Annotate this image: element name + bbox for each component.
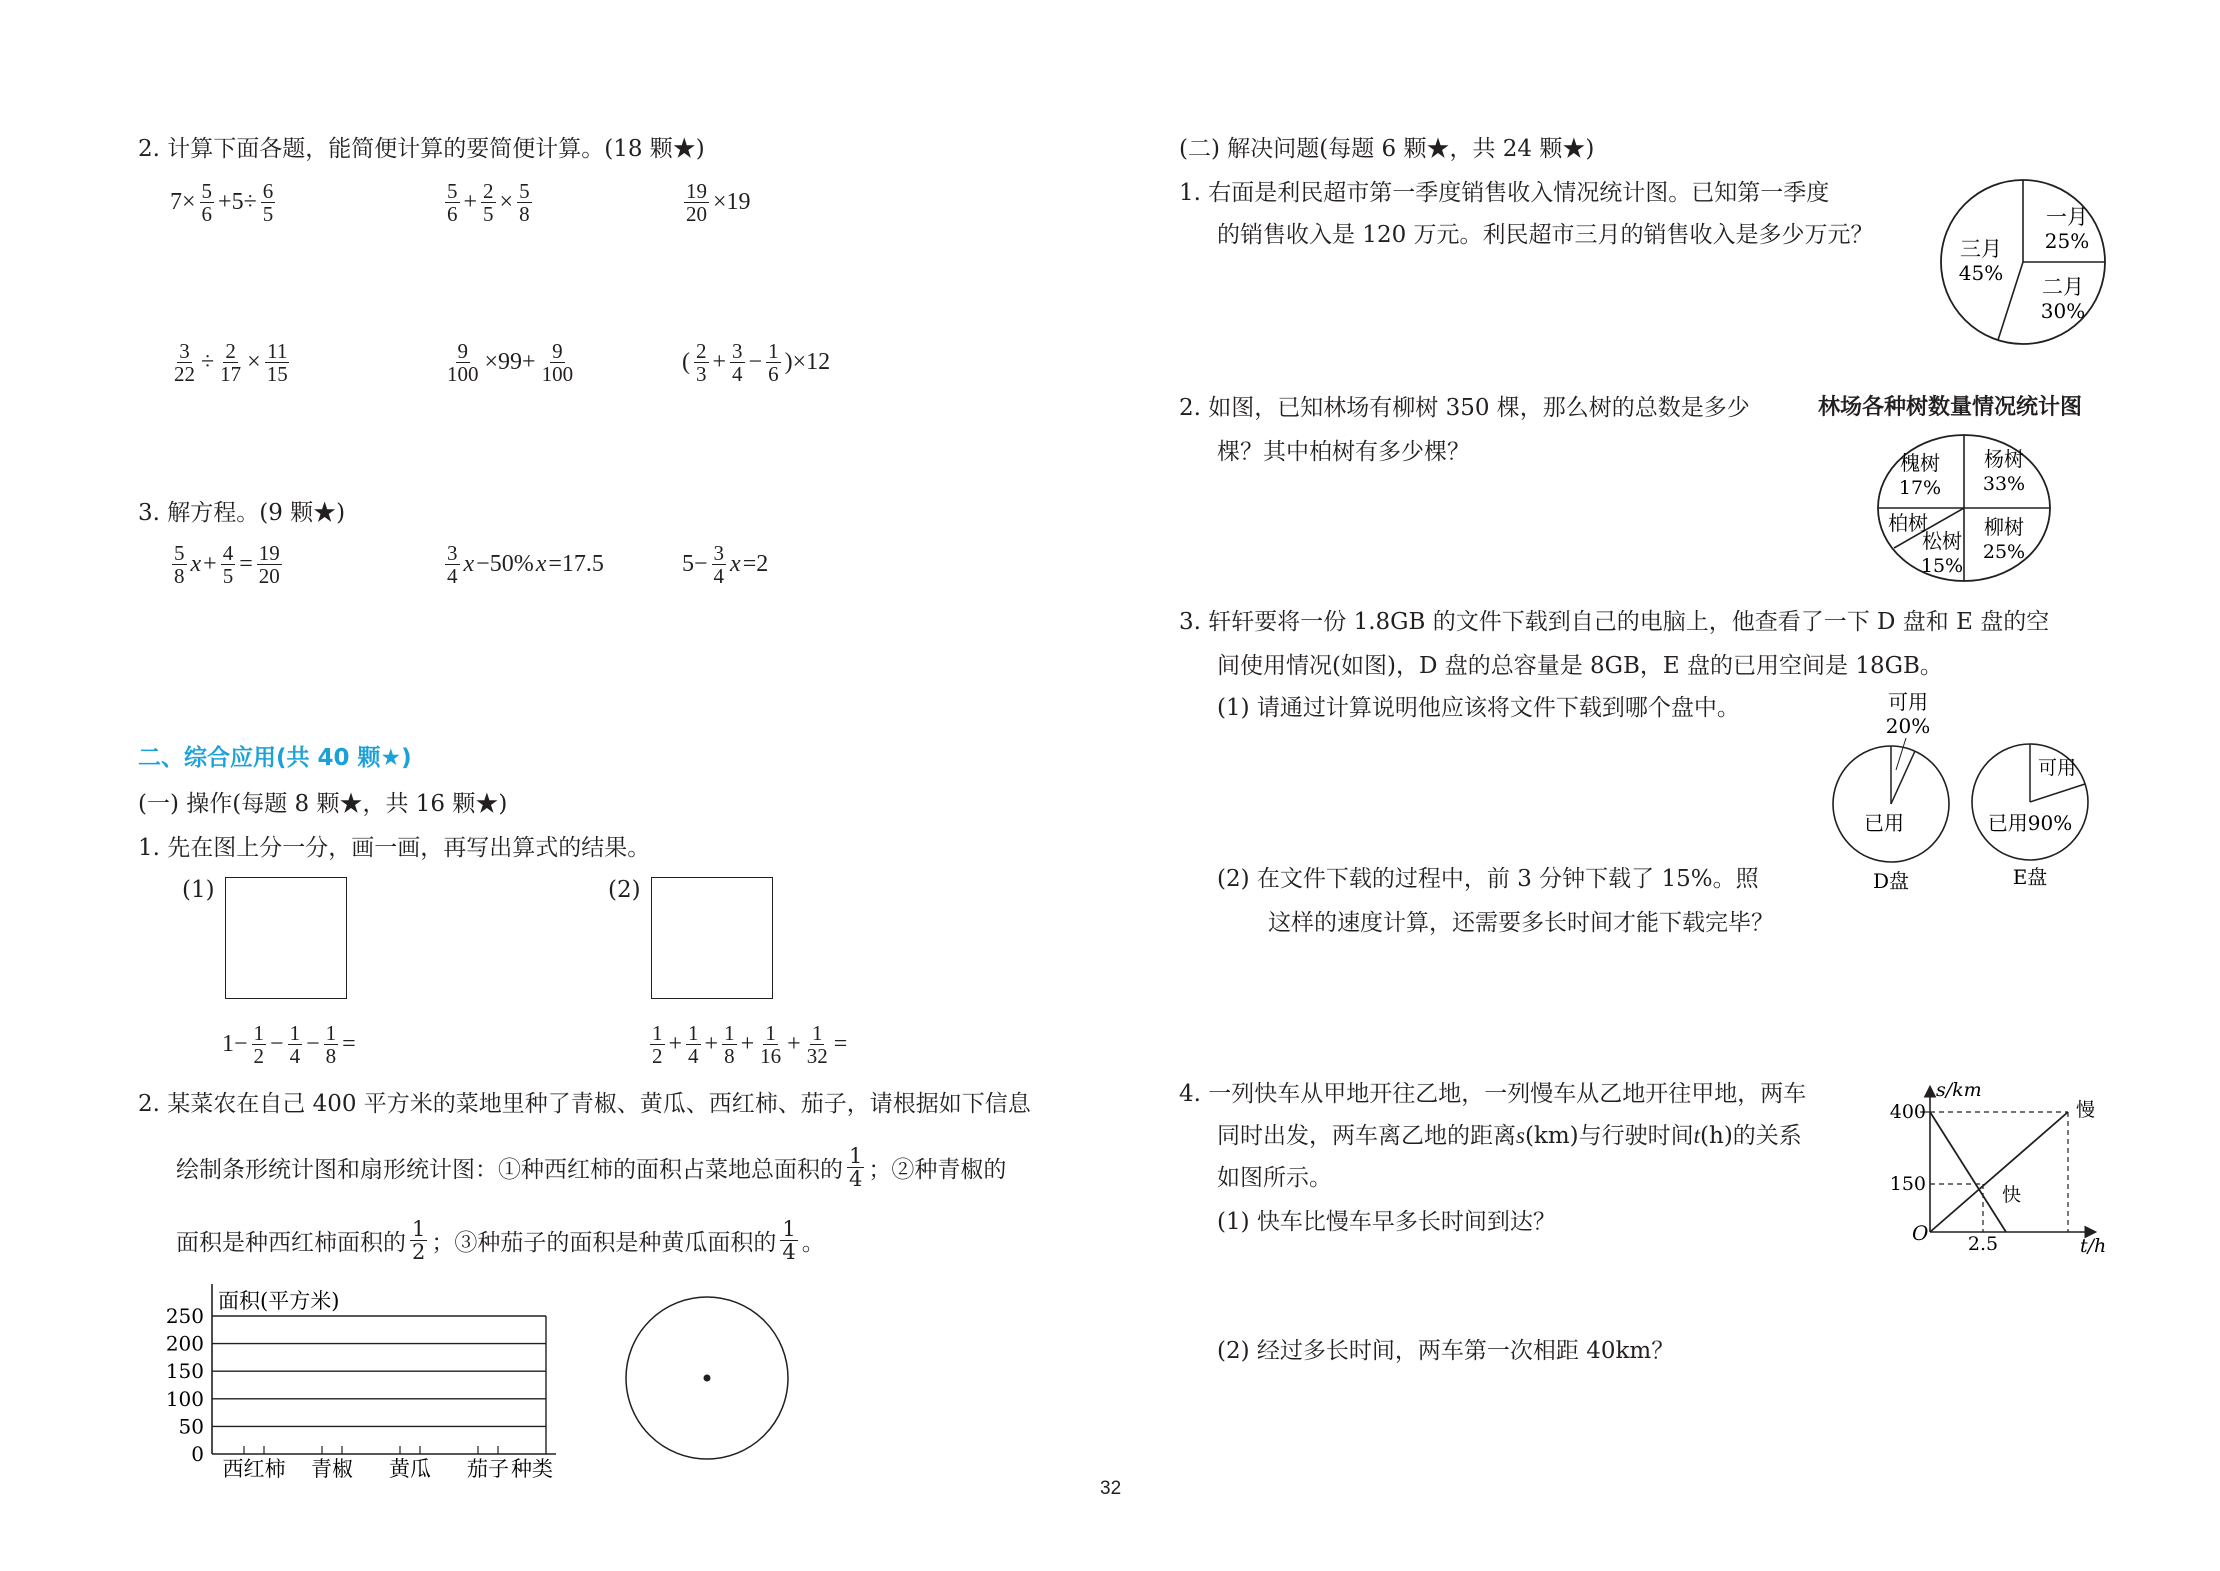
disk-name: D盘 <box>1872 869 1910 893</box>
fraction: $\frac{9}{100}$ <box>447 339 479 386</box>
y-tick-150: 150 <box>1889 1173 1926 1195</box>
fraction: $\frac{4}{5}$ <box>222 541 234 588</box>
square-1[interactable] <box>225 877 347 999</box>
op: = <box>833 1031 848 1057</box>
op: + <box>463 189 478 215</box>
slice-label: 槐树 <box>1900 451 1940 475</box>
fraction: $\frac{1}{4}$ <box>782 1217 796 1264</box>
slice-label: 杨树 <box>1984 447 2024 471</box>
variable: x <box>535 551 547 577</box>
part1-heading: (一) 操作(每题 8 颗★，共 16 颗★) <box>138 791 508 817</box>
fraction: $\frac{3}{22}$ <box>174 339 195 386</box>
slice-value: 17% <box>1898 477 1942 499</box>
p2-line-3 <box>176 1218 825 1263</box>
part2-heading: (二) 解决问题(每题 6 颗★，共 24 颗★) <box>1179 136 1595 162</box>
x-axis-label: 种类 <box>511 1457 553 1481</box>
r3-sub-1: (1) 请通过计算说明他应该将文件下载到哪个盘中。 <box>1217 695 1740 721</box>
p1-label-2: (2) <box>608 877 641 903</box>
slice-label: 二月 <box>2042 275 2084 299</box>
p1-title: 1. 先在图上分一分，画一画，再写出算式的结果。 <box>138 835 651 861</box>
q2-title: 2. 计算下面各题，能简便计算的要简便计算。(18 颗★) <box>138 136 705 162</box>
slice-label: 柳树 <box>1984 515 2024 539</box>
sales-pie-chart <box>1935 178 2111 346</box>
tree-chart-caption: 林场各种树数量情况统计图 <box>1818 395 2083 420</box>
p2-line-1: 2. 某菜农在自己 400 平方米的菜地里种了青椒、黄瓜、西红柿、茄子，请根据如下信息 <box>138 1091 1031 1117</box>
slice-value: 25% <box>2044 229 2090 253</box>
variable: x <box>190 551 202 577</box>
section-heading: 二、综合应用(共 40 颗★) <box>138 745 412 771</box>
r3-line-1: 3. 轩轩要将一份 1.8GB 的文件下载到自己的电脑上，他查看了一下 D 盘和 E 盘的空 <box>1179 609 2050 635</box>
page-number: 32 <box>1100 1478 1122 1499</box>
op: − <box>270 1031 284 1057</box>
r4-sub-2: (2) 经过多长时间，两车第一次相距 40km？ <box>1217 1338 1675 1364</box>
p1-label-1: (1) <box>182 877 215 903</box>
op: × <box>247 349 261 375</box>
fraction: $\frac{2}{5}$ <box>483 179 494 226</box>
text: (km)与行驶时间 <box>1524 1123 1694 1149</box>
q3-eq-3 <box>682 542 768 587</box>
y-tick-label: 0 <box>191 1442 204 1466</box>
op: + <box>787 1031 801 1057</box>
square-2[interactable] <box>651 877 773 999</box>
text: ；③种茄子的面积是种黄瓜面积的 <box>431 1230 777 1256</box>
blank-pie-circle[interactable] <box>622 1293 792 1463</box>
fraction: $\frac{1}{4}$ <box>289 1021 301 1068</box>
fraction: $\frac{5}{8}$ <box>519 179 530 226</box>
free-label: 可用 <box>2037 757 2077 779</box>
op: 1− <box>222 1031 248 1057</box>
category-label: 青椒 <box>311 1457 353 1481</box>
y-tick-400: 400 <box>1889 1101 1926 1123</box>
fraction: $\frac{1}{16}$ <box>760 1021 782 1068</box>
fraction: $\frac{1}{4}$ <box>849 1144 863 1191</box>
q2-expr-4 <box>170 340 292 385</box>
r1-line-1: 1. 右面是利民超市第一季度销售收入情况统计图。已知第一季度 <box>1179 180 1830 206</box>
op: + <box>668 1031 683 1057</box>
r2-line-2: 棵？其中柏树有多少棵？ <box>1217 439 1470 465</box>
free-value: 20% <box>1885 714 1931 738</box>
fraction: $\frac{3}{4}$ <box>447 541 458 588</box>
op: 5− <box>682 551 708 577</box>
y-tick-label: 200 <box>165 1331 204 1356</box>
text: (h)的关系 <box>1700 1123 1802 1149</box>
op: )×12 <box>784 349 831 375</box>
fraction: $\frac{6}{5}$ <box>262 179 274 226</box>
op: + <box>740 1031 755 1057</box>
p1-eq-2 <box>648 1022 847 1067</box>
used-label: 已用90% <box>1987 811 2073 835</box>
disk-d-pie <box>1824 686 1964 898</box>
distance-time-graph <box>1880 1076 2110 1256</box>
r4-line-1: 4. 一列快车从甲地开往乙地，一列慢车从乙地开往甲地，两车 <box>1179 1081 1807 1107</box>
variable: x <box>463 551 475 577</box>
p2-line-2 <box>176 1145 1006 1190</box>
fraction: $\frac{1}{2}$ <box>652 1021 663 1068</box>
op: + <box>712 349 727 375</box>
fraction: $\frac{1}{6}$ <box>768 339 779 386</box>
text: ；②种青椒的 <box>868 1157 1007 1183</box>
op: =17.5 <box>548 551 604 577</box>
op: 7× <box>170 189 196 215</box>
op: × <box>499 189 514 215</box>
op: + <box>704 1031 719 1057</box>
q2-expr-5 <box>443 340 577 385</box>
q2-expr-2 <box>443 180 534 225</box>
y-tick-label: 150 <box>165 1359 204 1384</box>
q3-eq-1 <box>170 542 284 587</box>
slice-label: 柏树 <box>1888 511 1928 535</box>
variable: s <box>1516 1123 1525 1148</box>
fraction: $\frac{9}{100}$ <box>541 339 574 386</box>
slice-value: 30% <box>2040 299 2086 323</box>
r4-line-2 <box>1217 1121 1802 1151</box>
fraction: $\frac{1}{2}$ <box>253 1021 265 1068</box>
op: ( <box>682 349 690 375</box>
fraction: $\frac{2}{17}$ <box>220 339 242 386</box>
x-axis-label: t/h <box>2080 1235 2107 1256</box>
fraction: $\frac{5}{8}$ <box>174 541 185 588</box>
y-tick-label: 100 <box>165 1386 204 1411</box>
tree-pie-chart <box>1876 432 2052 584</box>
op: − <box>748 349 763 375</box>
q2-expr-6 <box>682 340 830 385</box>
fraction: $\frac{1}{4}$ <box>688 1021 699 1068</box>
r3-sub-2a: (2) 在文件下载的过程中，前 3 分钟下载了 15%。照 <box>1217 866 1759 892</box>
text: 面积是种西红柿面积的 <box>176 1230 406 1256</box>
fast-train-label: 快 <box>2002 1184 2022 1206</box>
fraction: $\frac{1}{8}$ <box>325 1021 337 1068</box>
r4-line-3: 如图所示。 <box>1217 1165 1332 1191</box>
slice-value: 45% <box>1958 261 2004 285</box>
fraction: $\frac{1}{2}$ <box>412 1217 426 1264</box>
slice-value: 15% <box>1920 555 1964 577</box>
op: = <box>342 1031 356 1057</box>
text: 同时出发，两车离乙地的距离 <box>1217 1123 1516 1149</box>
q3-eq-2 <box>443 542 604 587</box>
variable: x <box>730 551 741 577</box>
y-axis-label: s/km <box>1936 1079 1982 1101</box>
op: ×19 <box>713 189 751 215</box>
fraction: $\frac{3}{4}$ <box>732 339 743 386</box>
free-label: 可用 <box>1888 690 1928 714</box>
fraction: $\frac{3}{4}$ <box>713 541 725 588</box>
slice-value: 25% <box>1982 541 2026 563</box>
origin-label: O <box>1912 1221 1929 1245</box>
fraction: $\frac{2}{3}$ <box>696 339 707 386</box>
text: 绘制条形统计图和扇形统计图：①种西红柿的面积占菜地总面积的 <box>176 1157 843 1183</box>
category-label: 茄子 <box>467 1457 509 1481</box>
y-axis-label: 面积(平方米) <box>218 1289 340 1313</box>
fraction: $\frac{19}{20}$ <box>686 179 707 226</box>
slice-label: 松树 <box>1922 529 1962 553</box>
category-label: 黄瓜 <box>389 1457 431 1481</box>
op: + <box>203 551 217 577</box>
category-label: 西红柿 <box>222 1457 286 1481</box>
r1-line-2: 的销售收入是 120 万元。利民超市三月的销售收入是多少万元？ <box>1217 222 1874 248</box>
p1-eq-1 <box>222 1022 356 1067</box>
op: +5÷ <box>218 189 257 215</box>
disk-name: E盘 <box>2012 865 2048 889</box>
r3-line-2: 间使用情况(如图)，D 盘的总容量是 8GB，E 盘的已用空间是 18GB。 <box>1217 653 1943 679</box>
used-label: 已用 <box>1864 811 1904 835</box>
text: 。 <box>801 1230 825 1256</box>
op: =2 <box>742 551 769 577</box>
q2-expr-1 <box>170 180 277 225</box>
variable: t <box>1693 1123 1701 1148</box>
center-dot <box>704 1375 711 1382</box>
op: −50% <box>476 551 534 577</box>
op: − <box>306 1031 320 1057</box>
fraction: $\frac{11}{15}$ <box>266 339 288 386</box>
slice-label: 一月 <box>2046 205 2088 229</box>
disk-e-pie <box>1968 740 2100 898</box>
slow-train-label: 慢 <box>2076 1099 2096 1121</box>
op: = <box>239 551 253 577</box>
x-tick-2.5: 2.5 <box>1967 1233 1999 1255</box>
op: ×99+ <box>484 349 536 375</box>
r4-sub-1: (1) 快车比慢车早多长时间到达？ <box>1217 1209 1556 1235</box>
q3-title: 3. 解方程。(9 颗★) <box>138 500 346 526</box>
y-tick-label: 50 <box>178 1414 204 1439</box>
fraction: $\frac{1}{8}$ <box>724 1021 735 1068</box>
slice-label: 三月 <box>1960 237 2002 261</box>
q2-expr-3 <box>682 180 751 225</box>
op: ÷ <box>201 349 215 375</box>
fraction: $\frac{5}{6}$ <box>447 179 458 226</box>
r3-sub-2b: 这样的速度计算，还需要多长时间才能下载完毕？ <box>1268 910 1774 936</box>
r2-line-1: 2. 如图，已知林场有柳树 350 棵，那么树的总数是多少 <box>1179 395 1750 421</box>
fraction: $\frac{5}{6}$ <box>201 179 213 226</box>
fraction: $\frac{1}{32}$ <box>806 1021 828 1068</box>
bar-chart[interactable] <box>160 1278 610 1493</box>
fraction: $\frac{19}{20}$ <box>258 541 280 588</box>
y-tick-label: 250 <box>165 1304 204 1328</box>
slice-value: 33% <box>1982 473 2026 495</box>
